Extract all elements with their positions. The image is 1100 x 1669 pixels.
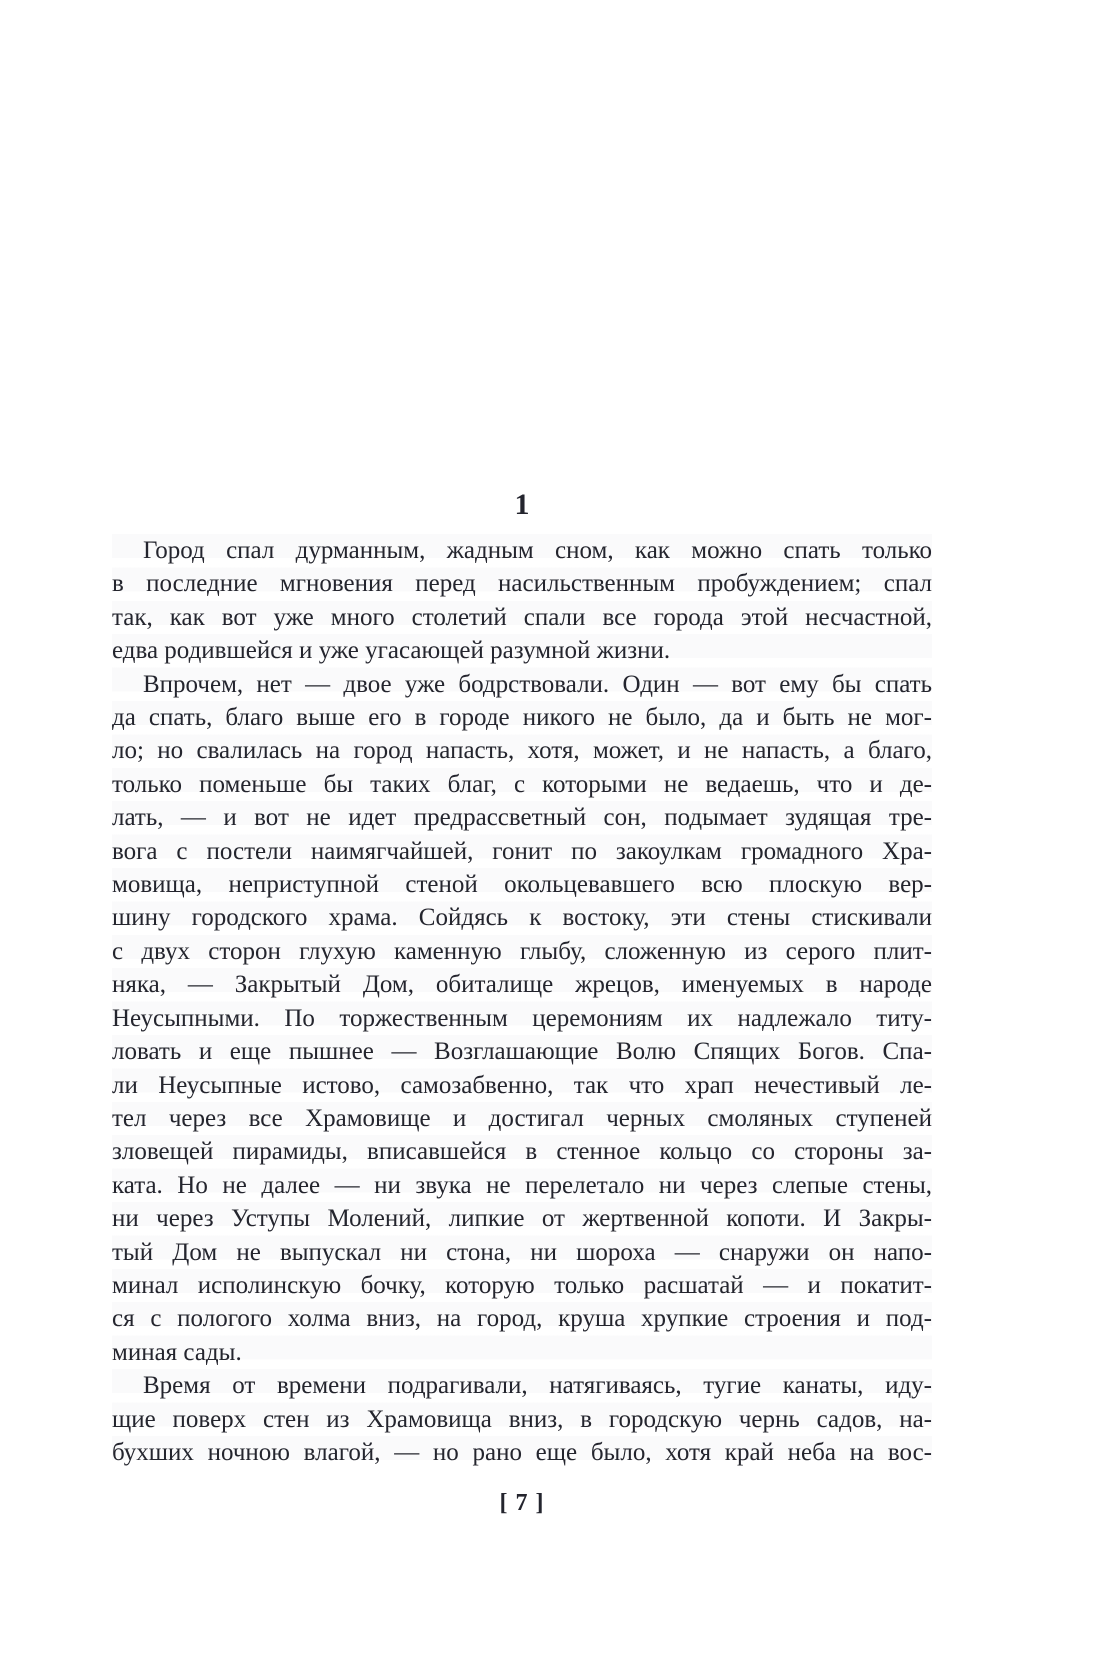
- text-line: щие поверх стен из Храмовища вниз, в городскую чернь садов, на-: [112, 1405, 932, 1433]
- text-line: ли Неусыпные истово, самозабвенно, так что храп нечестивый ле-: [112, 1071, 932, 1099]
- text-line: Время от времени подрагивали, натягиваясь, тугие канаты, иду-: [143, 1372, 932, 1400]
- text-line: вога с постели наимягчайшей, гонит по закоулкам громадного Хра-: [112, 837, 932, 865]
- text-line: бухших ночною влагой, — но рано еще было, хотя край неба на вос-: [112, 1438, 932, 1466]
- text-line: ката. Но не далее — ни звука не перелетало ни через слепые стены,: [112, 1171, 932, 1199]
- text-line: так, как вот уже много столетий спали все города этой несчастной,: [112, 603, 932, 631]
- text-line: Впрочем, нет — двое уже бодрствовали. Один — вот ему бы спать: [143, 670, 932, 698]
- text-line: в последние мгновения перед насильственным пробуждением; спал: [112, 570, 932, 598]
- text-line: да спать, благо выше его в городе никого не было, да и быть не мог-: [112, 704, 932, 732]
- text-line: зловещей пирамиды, вписавшейся в стенное кольцо со стороны за-: [112, 1138, 932, 1166]
- text-line: Город спал дурманным, жадным сном, как можно спать только: [143, 537, 932, 564]
- text-line: ни через Уступы Молений, липкие от жертвенной копоти. И Закры-: [112, 1205, 932, 1233]
- text-line: мовища, неприступной стеной окольцевавшего всю плоскую вер-: [112, 871, 932, 899]
- text-line: с двух сторон глухую каменную глыбу, сложенную из серого плит-: [112, 937, 932, 965]
- text-line: няка, — Закрытый Дом, обиталище жрецов, именуемых в народе: [112, 971, 932, 999]
- text-line: едва родившейся и уже угасающей разумной жизни.: [112, 637, 671, 665]
- text-line: миная сады.: [112, 1338, 242, 1366]
- text-line: ся с пологого холма вниз, на город, круша хрупкие строения и под-: [112, 1305, 932, 1333]
- text-line: тый Дом не выпускал ни стона, ни шороха — снаружи он напо-: [112, 1238, 932, 1266]
- chapter-heading: 1: [514, 488, 530, 521]
- text-line: тел через все Храмовище и достигал черных смоляных ступеней: [112, 1104, 932, 1132]
- text-line: только поменьше бы таких благ, с которыми не ведаешь, что и де-: [112, 770, 932, 798]
- text-line: лать, — и вот не идет предрассветный сон, подымает зудящая тре-: [112, 804, 932, 832]
- text-line: ловать и еще пышнее — Возглашающие Волю Спящих Богов. Спа-: [112, 1038, 932, 1066]
- text-line: шину городского храма. Сойдясь к востоку, эти стены стискивали: [112, 904, 932, 932]
- page-number: [ 7 ]: [499, 1490, 545, 1516]
- text-line: минал исполинскую бочку, которую только расшатай — и покатит-: [112, 1271, 932, 1299]
- body-text: [112, 534, 932, 1469]
- text-line: Неусыпными. По торжественным церемониям их надлежало титу-: [112, 1004, 932, 1032]
- text-line: ло; но свалилась на город напасть, хотя, может, и не напасть, а благо,: [112, 737, 932, 765]
